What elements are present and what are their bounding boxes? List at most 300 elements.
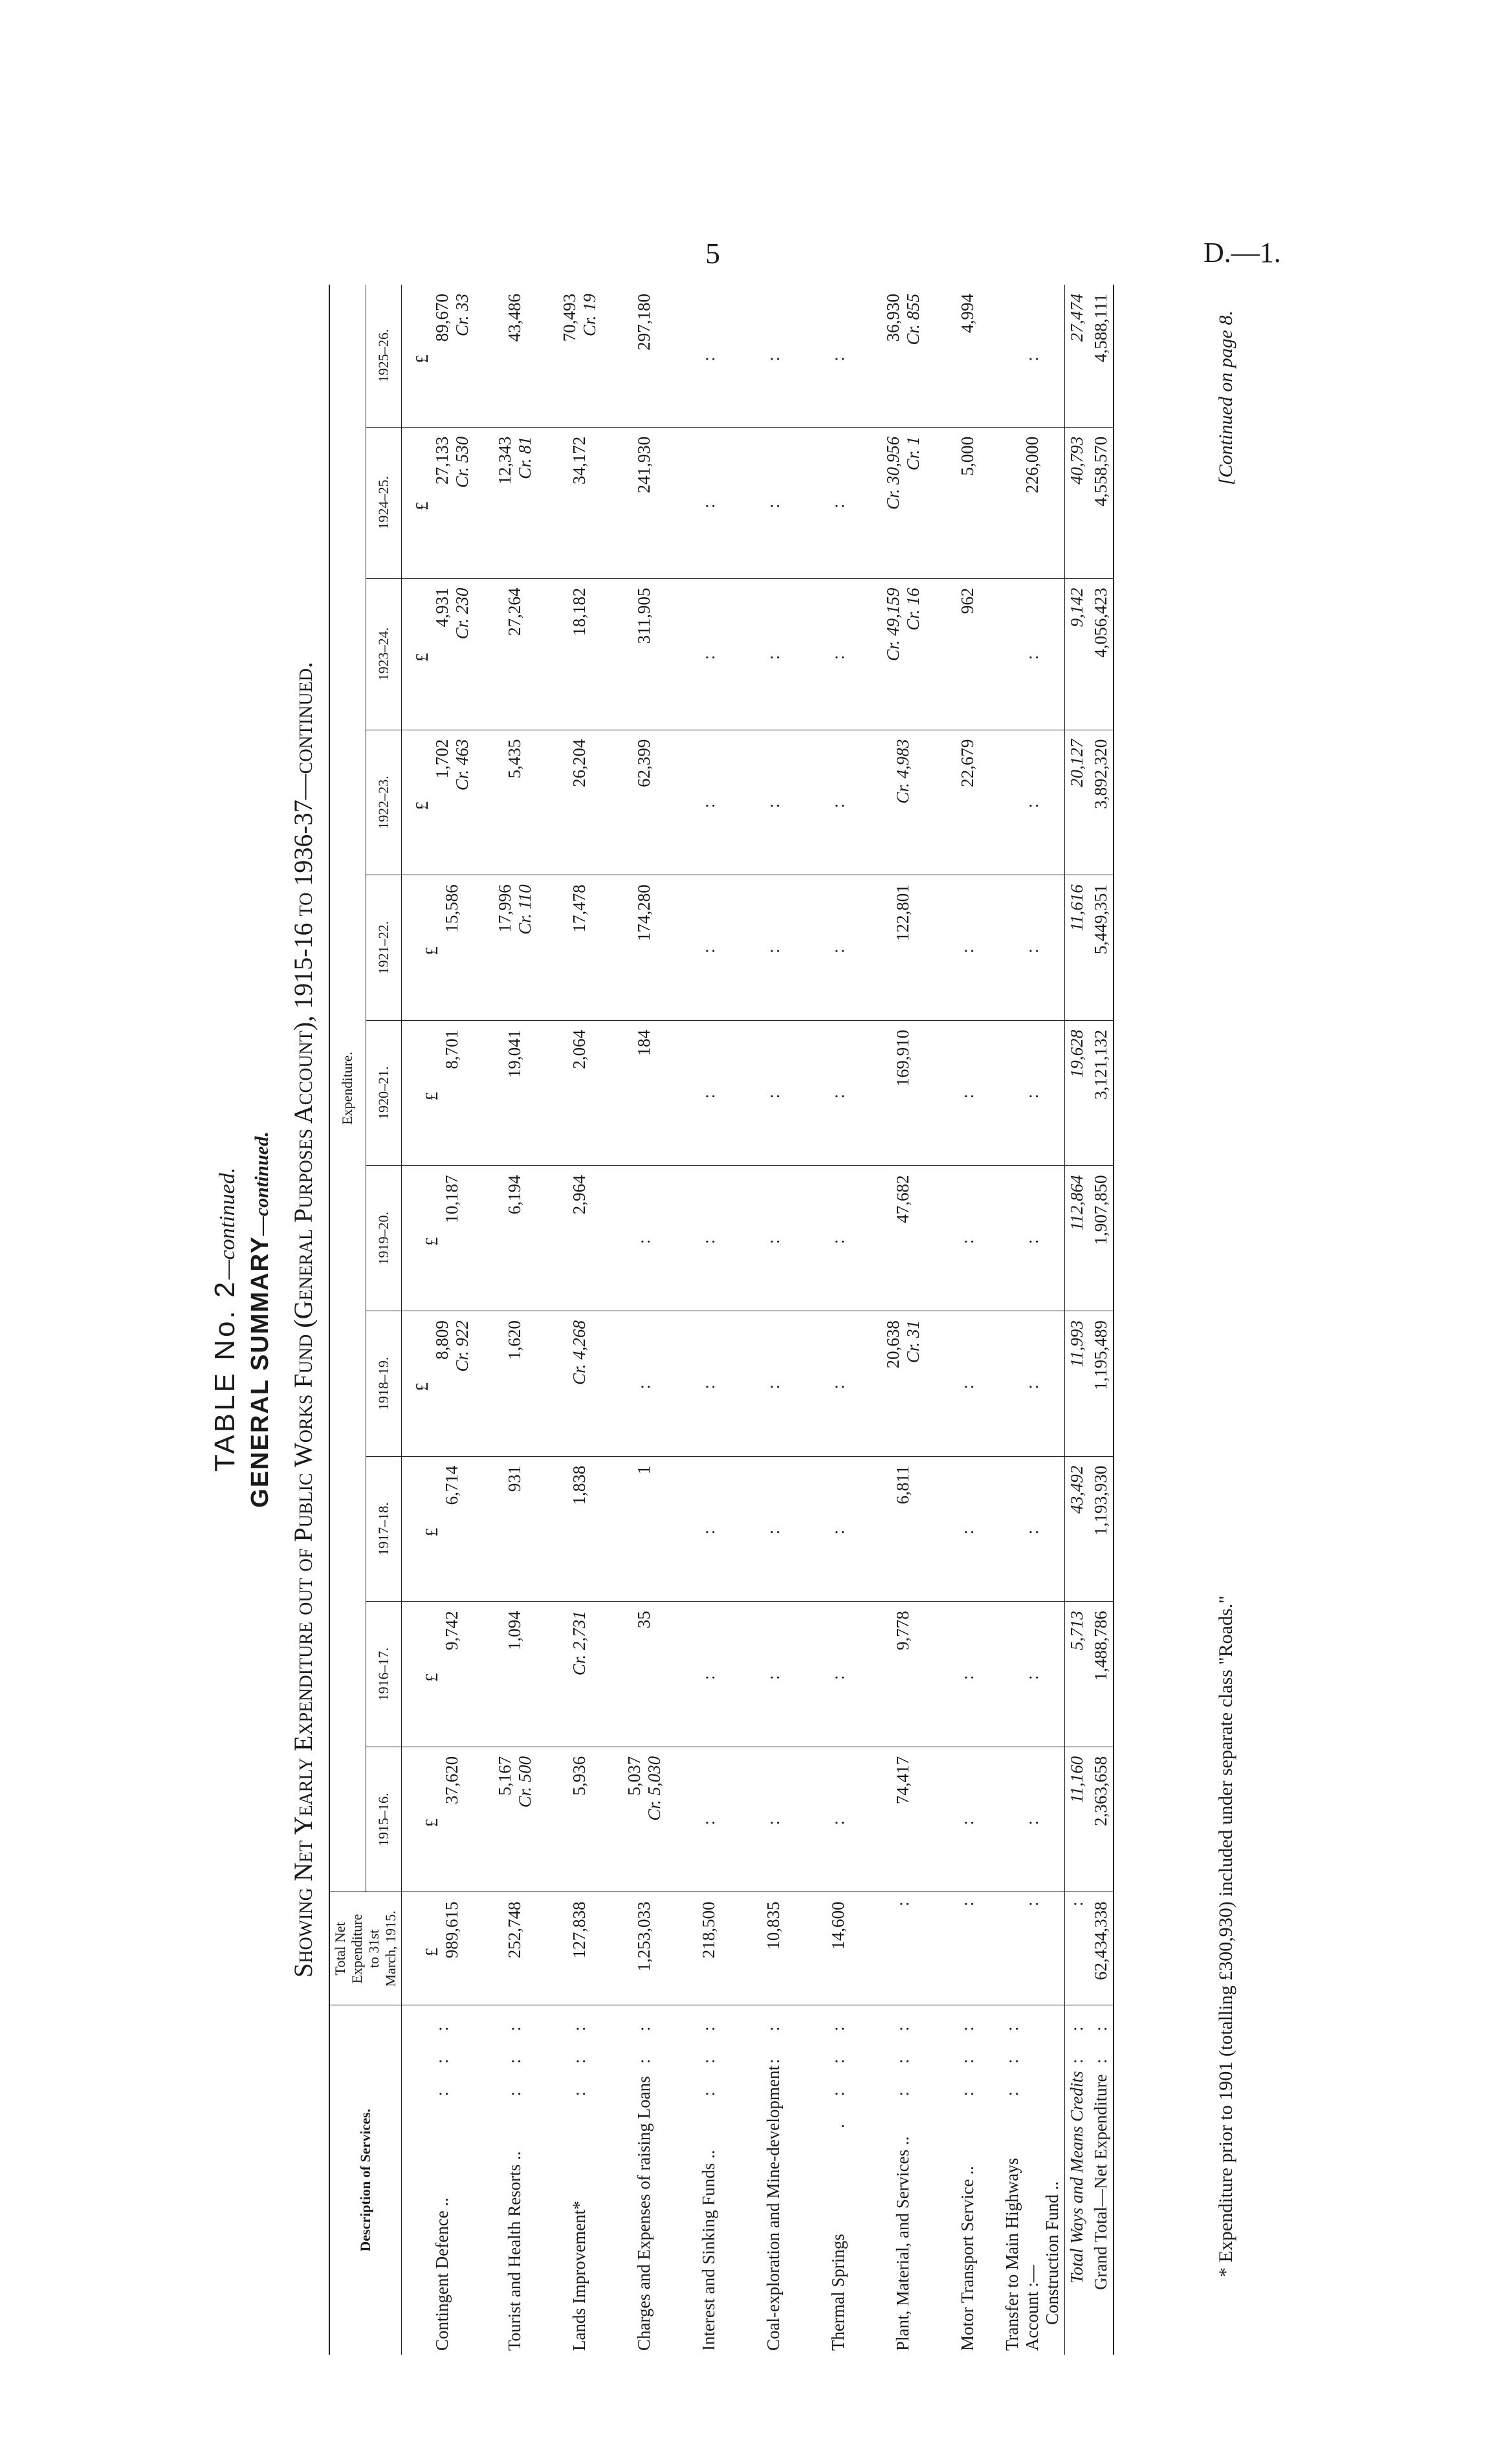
row-year-value	[402, 1602, 483, 1747]
value-line: :	[1022, 1675, 1042, 1680]
value-line: 4,994	[958, 294, 977, 333]
row-year-value	[612, 1166, 677, 1311]
value-line: :	[699, 356, 718, 362]
document-reference: D.—1.	[1203, 237, 1281, 268]
row-total-value: 10,835	[763, 1901, 783, 1950]
row-year-value	[742, 427, 806, 578]
row-year-value	[677, 285, 742, 427]
value-line: :	[958, 1820, 977, 1826]
header-total-line: March, 1915.	[382, 1910, 399, 1987]
value-line: :	[958, 1239, 977, 1245]
header-total-to-1915	[329, 1892, 402, 2005]
value-line: :	[763, 655, 783, 660]
row-year-value	[677, 1602, 742, 1747]
row-year-value	[547, 730, 612, 875]
leader-dots: . : : :	[828, 2014, 848, 2129]
row-total-value: :	[893, 1901, 912, 1907]
row-label-text: Coal-exploration and Mine-development	[763, 2066, 783, 2351]
ways-means-value: 43,492	[1065, 1456, 1090, 1602]
footnote: * Expenditure prior to 1901 (totalling £300,930) included under separate class "Roads."	[1215, 1595, 1236, 2277]
row-year-value	[871, 1166, 936, 1311]
value-line: :	[634, 1239, 654, 1245]
value-line: 6,194	[505, 1175, 524, 1215]
currency-symbol: £	[422, 1947, 442, 1957]
row-year-value	[402, 427, 483, 578]
row-year-value	[547, 427, 612, 578]
value-line: :	[699, 803, 718, 809]
row-year-value	[806, 1311, 871, 1457]
value-line: :	[1022, 1529, 1042, 1535]
table-number-suffix: —continued.	[215, 1167, 239, 1280]
value-line: :	[958, 1384, 977, 1390]
row-year-value	[612, 285, 677, 427]
row-year-value	[742, 1747, 806, 1892]
table-row	[1000, 285, 1065, 2355]
leader-dots: : :	[1091, 2014, 1110, 2064]
table-number: TABLE No. 2	[209, 1279, 241, 1472]
row-year-value	[677, 1456, 742, 1602]
row-year-value	[677, 1020, 742, 1166]
row-year-value	[547, 285, 612, 427]
table-row	[742, 285, 806, 2355]
row-year-value	[806, 578, 871, 730]
value-line: 43,486	[505, 294, 524, 342]
row-label	[1000, 2005, 1065, 2355]
value-line: 311,905	[634, 587, 654, 644]
value-line: :	[1022, 803, 1042, 809]
value-line: 1,702	[432, 739, 452, 779]
summary-heading: GENERAL SUMMARY	[247, 1236, 274, 1508]
row-year-value	[806, 1166, 871, 1311]
row-year-value	[483, 1020, 547, 1166]
row-total	[483, 1892, 547, 2005]
value-line: 26,204	[569, 739, 589, 787]
row-total	[547, 1892, 612, 2005]
ways-means-value: 112,864	[1065, 1166, 1090, 1311]
row-total	[806, 1892, 871, 2005]
value-line: 34,172	[569, 436, 589, 485]
row-year-value	[742, 730, 806, 875]
leader-dots: : :	[634, 2014, 654, 2064]
value-line: 19,041	[505, 1029, 524, 1078]
value-line: :	[958, 1093, 977, 1099]
value-line: :	[699, 1820, 718, 1826]
value-line: 5,936	[569, 1756, 589, 1796]
row-year-value	[677, 578, 742, 730]
row-year-value	[1000, 1747, 1065, 1892]
leader-dots: : :	[1067, 2014, 1086, 2064]
row-total-value: 218,500	[699, 1901, 718, 1959]
row-year-value	[936, 578, 1000, 730]
row-year-value	[806, 1456, 871, 1602]
row-year-value	[483, 1602, 547, 1747]
value-line: :	[1022, 1093, 1042, 1099]
row-year-value	[402, 1166, 483, 1311]
expenditure-table	[329, 285, 1114, 2355]
leader-dots: : :	[763, 2014, 783, 2064]
row-year-value	[806, 875, 871, 1021]
value-line: :	[958, 1675, 977, 1680]
table-row	[483, 285, 547, 2355]
value-line: 62,399	[634, 739, 654, 787]
row-year-value	[936, 1166, 1000, 1311]
value-line: 2,064	[569, 1029, 589, 1069]
value-line: :	[1022, 356, 1042, 362]
table-number-title	[209, 285, 241, 2355]
value-line: 89,670	[432, 294, 452, 342]
row-year-value	[806, 1602, 871, 1747]
row-year-value	[677, 427, 742, 578]
header-year: 1919–20.	[366, 1166, 401, 1311]
value-line: Cr. 855	[903, 294, 923, 345]
row-year-value	[483, 1456, 547, 1602]
row-total-value: 989,615	[442, 1901, 462, 1959]
grand-total-value: 4,056,423	[1089, 578, 1114, 730]
value-line: :	[828, 1239, 848, 1245]
value-line: 27,264	[505, 587, 524, 636]
value-line: 74,417	[893, 1756, 912, 1805]
value-line: :	[763, 1675, 783, 1680]
row-label	[742, 2005, 806, 2355]
value-line: :	[828, 1820, 848, 1826]
value-line: 9,742	[442, 1611, 462, 1651]
value-line: 27,133	[432, 436, 452, 485]
row-year-value	[547, 1747, 612, 1892]
row-year-value	[483, 1747, 547, 1892]
grand-total-value: 4,588,111	[1089, 285, 1114, 427]
row-year-value	[806, 730, 871, 875]
value-line: :	[699, 1093, 718, 1099]
value-line: Cr. 4,983	[893, 739, 912, 804]
value-line: 169,910	[893, 1029, 912, 1087]
table-row	[612, 285, 677, 2355]
value-line: 241,930	[634, 436, 654, 494]
value-line: 5,167	[494, 1756, 514, 1796]
value-line: :	[1022, 1820, 1042, 1826]
row-year-value	[1000, 875, 1065, 1021]
row-label-text: Contingent Defence ..	[432, 2197, 452, 2351]
value-line: :	[763, 948, 783, 954]
leader-dots: : : :	[893, 2014, 912, 2097]
value-line: 22,679	[958, 739, 977, 787]
value-line: Cr. 922	[452, 1320, 472, 1372]
ways-means-label	[1065, 2005, 1090, 2355]
row-year-value	[402, 1311, 483, 1457]
row-year-value	[483, 427, 547, 578]
table-row	[806, 285, 871, 2355]
row-year-value	[936, 1311, 1000, 1457]
value-line: :	[828, 1675, 848, 1680]
leader-dots: : : :	[505, 2014, 524, 2097]
row-total-value: 14,600	[828, 1901, 848, 1950]
row-total	[871, 1892, 936, 2005]
ways-means-value: 9,142	[1065, 578, 1090, 730]
value-line: 4,931	[432, 587, 452, 627]
row-year-value	[1000, 427, 1065, 578]
value-line: 17,996	[494, 884, 514, 933]
row-label-text: Interest and Sinking Funds ..	[699, 2150, 718, 2351]
row-label	[612, 2005, 677, 2355]
value-line: Cr. 81	[514, 436, 534, 479]
row-year-value	[936, 427, 1000, 578]
value-line: Cr. 463	[452, 739, 472, 791]
value-line: Cr. 530	[452, 436, 472, 488]
header-year: 1920–21.	[366, 1020, 401, 1166]
value-line: 35	[634, 1611, 654, 1629]
row-year-value	[871, 875, 936, 1021]
row-year-value	[547, 1166, 612, 1311]
value-line: :	[699, 1239, 718, 1245]
grand-total-value: 1,193,930	[1089, 1456, 1114, 1602]
row-year-value	[742, 1311, 806, 1457]
table-row-ways-means	[1065, 285, 1090, 2355]
row-year-value	[677, 1166, 742, 1311]
row-year-value	[936, 1747, 1000, 1892]
row-label-text: Tourist and Health Resorts ..	[505, 2151, 524, 2351]
row-total	[936, 1892, 1000, 2005]
header-year: 1915–16.	[366, 1747, 401, 1892]
row-year-value	[612, 730, 677, 875]
header-year: 1922–23.	[366, 730, 401, 875]
value-line: :	[828, 1529, 848, 1535]
row-year-value	[483, 730, 547, 875]
ways-means-value: 11,616	[1065, 875, 1090, 1021]
value-line: 931	[505, 1465, 524, 1492]
row-year-value	[871, 1602, 936, 1747]
row-year-value	[871, 578, 936, 730]
value-line: :	[1022, 1384, 1042, 1390]
page-number: 5	[705, 237, 720, 270]
row-label-text: Transfer to Main Highways Account :—	[1002, 2157, 1042, 2351]
row-year-value	[483, 578, 547, 730]
value-line: 6,714	[442, 1465, 462, 1505]
ways-means-value: 20,127	[1065, 730, 1090, 875]
row-year-value	[612, 1747, 677, 1892]
row-total	[677, 1892, 742, 2005]
row-label	[871, 2005, 936, 2355]
value-line: :	[763, 1529, 783, 1535]
grand-total-value: 4,558,570	[1089, 427, 1114, 578]
grand-total-value: 1,907,850	[1089, 1166, 1114, 1311]
value-line: Cr. 1	[903, 436, 923, 471]
row-year-value	[742, 1602, 806, 1747]
value-line: Cr. 19	[579, 294, 599, 337]
value-line: :	[699, 948, 718, 954]
grand-total-text: Grand Total—Net Expenditure	[1091, 2074, 1110, 2290]
value-line: 9,778	[893, 1611, 912, 1651]
header-expenditure: Expenditure.	[329, 285, 366, 1892]
value-line: 962	[958, 587, 977, 615]
row-year-value	[936, 1020, 1000, 1166]
row-year-value	[677, 875, 742, 1021]
ways-means-value: 5,713	[1065, 1602, 1090, 1747]
currency-symbol: £	[422, 946, 442, 955]
row-year-value	[1000, 730, 1065, 875]
value-line: 1	[634, 1465, 654, 1475]
value-line: 10,187	[442, 1175, 462, 1223]
value-line: :	[763, 1239, 783, 1245]
header-total-line: Total Net	[332, 1922, 348, 1976]
currency-symbol: £	[412, 801, 432, 811]
value-line: 226,000	[1022, 436, 1042, 494]
header-year: 1924–25.	[366, 427, 401, 578]
row-year-value	[612, 1602, 677, 1747]
row-label-text: Thermal Springs	[828, 2234, 848, 2351]
row-year-value	[1000, 1166, 1065, 1311]
value-line: :	[699, 1529, 718, 1535]
row-year-value	[402, 875, 483, 1021]
row-year-value	[402, 1020, 483, 1166]
row-year-value	[1000, 1456, 1065, 1602]
value-line: Cr. 30,956	[883, 436, 903, 510]
currency-symbol: £	[422, 1818, 442, 1827]
row-year-value	[612, 1456, 677, 1602]
leader-dots: : : :	[432, 2014, 452, 2097]
header-total-line: Expenditure	[349, 1913, 365, 1984]
row-total	[612, 1892, 677, 2005]
row-label	[483, 2005, 547, 2355]
ways-means-value: 27,474	[1065, 285, 1090, 427]
header-year: 1918–19.	[366, 1311, 401, 1457]
value-line: 12,343	[494, 436, 514, 485]
row-year-value	[871, 1456, 936, 1602]
value-line: :	[828, 356, 848, 362]
row-year-value	[936, 1602, 1000, 1747]
value-line: Cr. 33	[452, 294, 472, 337]
value-line: 36,930	[883, 294, 903, 342]
rotated-table-page	[209, 285, 1264, 2355]
value-line: :	[763, 803, 783, 809]
currency-symbol: £	[412, 501, 432, 510]
row-year-value	[547, 1020, 612, 1166]
row-label	[402, 2005, 483, 2355]
value-line: Cr. 230	[452, 587, 472, 640]
row-year-value	[1000, 285, 1065, 427]
value-line: 8,809	[432, 1320, 452, 1360]
leader-dots: : : :	[569, 2014, 589, 2097]
row-year-value	[1000, 578, 1065, 730]
value-line: 1,838	[569, 1465, 589, 1505]
value-line: 5,435	[505, 739, 524, 779]
value-line: 8,701	[442, 1029, 462, 1069]
leader-dots: : : :	[699, 2014, 718, 2097]
value-line: :	[828, 803, 848, 809]
value-line: :	[699, 1675, 718, 1680]
ways-means-value: 11,993	[1065, 1311, 1090, 1457]
value-line: Cr. 5,030	[644, 1756, 664, 1821]
row-year-value	[612, 875, 677, 1021]
row-year-value	[742, 875, 806, 1021]
value-line: :	[958, 948, 977, 954]
row-total-value: 252,748	[505, 1901, 524, 1959]
row-year-value	[936, 1456, 1000, 1602]
value-line: 184	[634, 1029, 654, 1056]
row-year-value	[742, 1166, 806, 1311]
grand-total-value: 1,488,786	[1089, 1602, 1114, 1747]
row-total	[402, 1892, 483, 2005]
grand-total-value: 1,195,489	[1089, 1311, 1114, 1457]
value-line: Cr. 500	[514, 1756, 534, 1808]
row-year-value	[871, 427, 936, 578]
value-line: 17,478	[569, 884, 589, 933]
row-total	[1000, 1892, 1065, 2005]
row-year-value	[402, 730, 483, 875]
value-line: 47,682	[893, 1175, 912, 1223]
row-year-value	[612, 578, 677, 730]
value-line: :	[763, 1820, 783, 1826]
row-year-value	[742, 285, 806, 427]
row-total	[742, 1892, 806, 2005]
grand-total-value: 2,363,658	[1089, 1747, 1114, 1892]
row-label-text: Lands Improvement*	[569, 2201, 589, 2351]
row-year-value	[547, 1311, 612, 1457]
row-label-text: Charges and Expenses of raising Loans	[634, 2076, 654, 2351]
summary-title	[247, 285, 274, 2355]
row-year-value	[871, 1020, 936, 1166]
ways-means-total: :	[1065, 1892, 1090, 2005]
row-year-value	[483, 875, 547, 1021]
row-year-value	[871, 285, 936, 427]
value-line: :	[634, 1384, 654, 1390]
value-line: 20,638	[883, 1320, 903, 1369]
currency-symbol: £	[412, 1382, 432, 1391]
currency-symbol: £	[422, 1527, 442, 1537]
ways-means-text: Total Ways and Means Credits	[1067, 2071, 1086, 2284]
value-line: :	[958, 1529, 977, 1535]
grand-total-value: 5,449,351	[1089, 875, 1114, 1021]
row-year-value	[871, 1747, 936, 1892]
header-year: 1921–22.	[366, 875, 401, 1021]
ways-means-value: 19,628	[1065, 1020, 1090, 1166]
row-year-value	[483, 285, 547, 427]
value-line: Cr. 31	[903, 1320, 923, 1364]
row-year-value	[806, 1020, 871, 1166]
row-total-value: 127,838	[569, 1901, 589, 1959]
row-year-value	[871, 1311, 936, 1457]
row-total-value: :	[1022, 1901, 1042, 1907]
row-year-value	[402, 1456, 483, 1602]
value-line: :	[1022, 948, 1042, 954]
currency-symbol: £	[422, 1091, 442, 1101]
continued-note: [Continued on page 8.	[1215, 311, 1236, 485]
currency-symbol: £	[412, 354, 432, 364]
grand-total-value: 3,892,320	[1089, 730, 1114, 875]
value-line: 70,493	[559, 294, 579, 342]
header-year: 1917–18.	[366, 1456, 401, 1602]
row-year-value	[936, 875, 1000, 1021]
header-year: 1925–26.	[366, 285, 401, 427]
currency-symbol: £	[412, 653, 432, 662]
table-row-grand-total	[1089, 285, 1114, 2355]
table-row	[936, 285, 1000, 2355]
row-label-text: Plant, Material, and Services ..	[893, 2136, 912, 2351]
row-year-value	[483, 1311, 547, 1457]
table-row	[402, 285, 483, 2355]
value-line: 1,620	[505, 1320, 524, 1360]
value-line: :	[763, 356, 783, 362]
row-year-value	[1000, 1311, 1065, 1457]
row-label	[547, 2005, 612, 2355]
value-line: :	[828, 948, 848, 954]
row-label	[677, 2005, 742, 2355]
row-total-value: 1,253,033	[634, 1901, 654, 1972]
table-row	[871, 285, 936, 2355]
value-line: Cr. 16	[903, 587, 923, 631]
value-line: Cr. 110	[514, 884, 534, 935]
ways-means-value: 11,160	[1065, 1747, 1090, 1892]
value-line: 37,620	[442, 1756, 462, 1805]
value-line: 2,964	[569, 1175, 589, 1215]
